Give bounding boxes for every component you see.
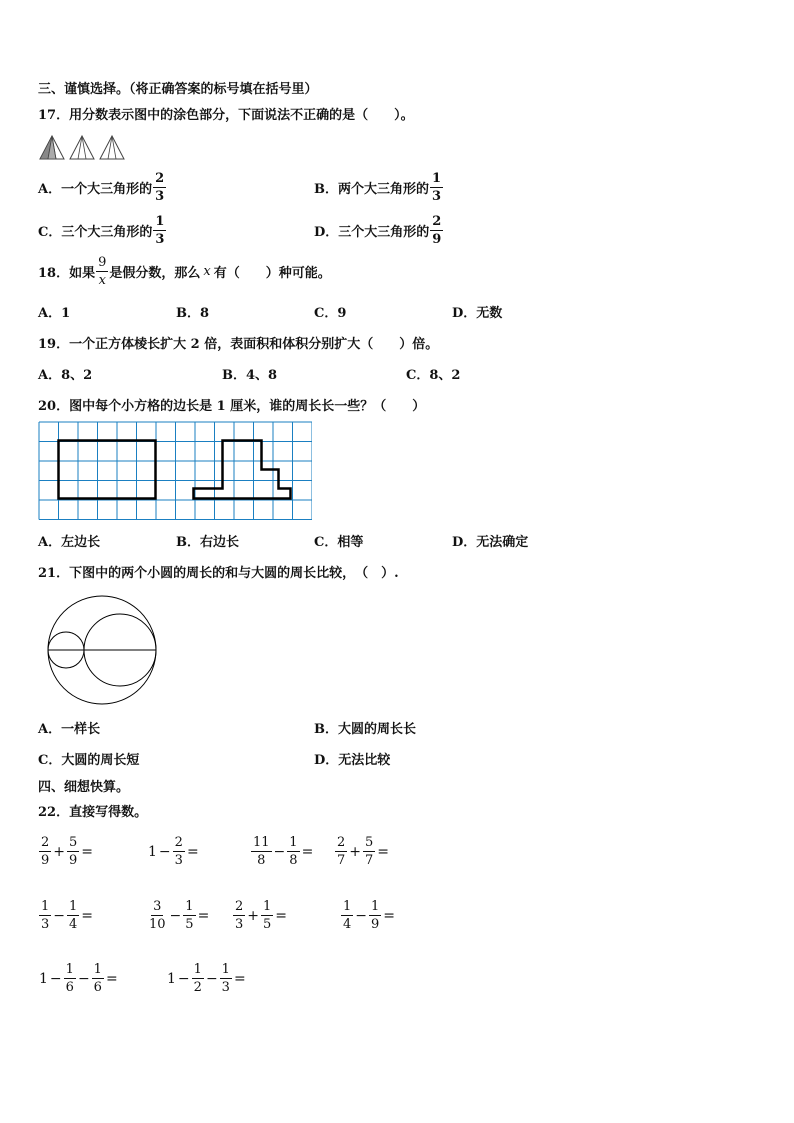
section-title: 三、谨慎选择。（将正确答案的标号填在括号里）: [38, 82, 318, 97]
triangle-3-icon: [100, 136, 124, 159]
fraction-numerator: 1: [155, 214, 165, 229]
q21-circles-figure: [44, 594, 162, 706]
question-17-stem: 17．用分数表示图中的涂色部分，下面说法不正确的是（ ）。: [38, 108, 414, 123]
option-label: C．三个大三角形的: [38, 225, 153, 240]
fraction-numerator: 9: [98, 255, 107, 270]
question-19-stem: 19．一个正方体棱长扩大 2 倍，表面积和体积分别扩大（ ）倍。: [38, 337, 439, 352]
option-label: B．两个大三角形的: [314, 182, 429, 197]
q18-option-a[interactable]: A．1: [38, 306, 71, 321]
expr-1-minus-1-2-minus-1-3: 1 − $\frac{1}{2}$ − $\frac{1}{3}$ =: [167, 962, 246, 995]
fraction-denominator: 3: [432, 189, 442, 204]
q20-option-c[interactable]: C．相等: [314, 535, 364, 550]
q21-option-a[interactable]: A．一样长: [38, 722, 101, 737]
q20-option-a[interactable]: A．左边长: [38, 535, 101, 550]
q21-option-c[interactable]: C．大圆的周长短: [38, 753, 140, 768]
q18-option-b[interactable]: B．8: [176, 306, 210, 321]
fraction-numerator: 2: [155, 171, 165, 186]
expr-2-7-plus-5-7: $\frac{2}{7}$ + $\frac{5}{7}$ =: [337, 835, 390, 868]
q19-option-c[interactable]: C．8、2: [406, 368, 461, 383]
fraction-denominator: 9: [432, 232, 442, 247]
stem-suffix: 有（ ）种可能。: [213, 266, 331, 281]
q17-triangles-figure: [38, 134, 130, 162]
expr-1-minus-1-6-minus-1-6: 1 − $\frac{1}{6}$ − $\frac{1}{6}$ =: [39, 962, 118, 995]
variable-x: x: [203, 264, 211, 279]
question-18-stem: [38, 256, 331, 287]
question-22-stem: 22．直接写得数。: [38, 805, 148, 820]
question-20-stem: 20．图中每个小方格的边长是 1 厘米，谁的周长长一些？（ ）: [38, 399, 426, 414]
fraction-denominator: x: [98, 273, 106, 288]
stem-prefix: 18．如果: [38, 266, 96, 281]
expr-1-4-minus-1-9: $\frac{1}{4}$ − $\frac{1}{9}$ =: [343, 899, 396, 932]
fraction-numerator: 1: [432, 171, 442, 186]
section-title: 四、细想快算。: [38, 780, 130, 795]
q21-option-b[interactable]: B．大圆的周长长: [314, 722, 416, 737]
expr-2-9-plus-5-9: $\frac{2}{9}$ + $\frac{5}{9}$ =: [41, 835, 94, 868]
q18-option-d[interactable]: D．无数: [452, 306, 503, 321]
fraction-denominator: 3: [155, 189, 165, 204]
option-label: A．一个大三角形的: [38, 182, 153, 197]
q19-option-a[interactable]: A．8、2: [38, 368, 93, 383]
q20-grid-figure: [38, 421, 312, 521]
q17-option-d[interactable]: [314, 215, 444, 246]
expr-1-minus-2-3: 1 − $\frac{2}{3}$ =: [148, 835, 199, 868]
expr-2-3-plus-1-5: $\frac{2}{3}$ + $\frac{1}{5}$ =: [235, 899, 288, 932]
fraction-numerator: 2: [432, 214, 442, 229]
expr-1-3-minus-1-4: $\frac{1}{3}$ − $\frac{1}{4}$ =: [41, 899, 94, 932]
question-21-stem: 21．下图中的两个小圆的周长的和与大圆的周长比较， （ ）.: [38, 566, 399, 581]
fraction-denominator: 3: [155, 232, 165, 247]
q20-option-d[interactable]: D．无法确定: [452, 535, 529, 550]
q18-option-c[interactable]: C．9: [314, 306, 347, 321]
triangle-1-icon: [40, 136, 64, 159]
option-label: D．三个大三角形的: [314, 225, 430, 240]
expr-3-10-minus-1-5: $\frac{3}{10}$ − $\frac{1}{5}$ =: [149, 899, 210, 932]
q20-option-b[interactable]: B．右边长: [176, 535, 239, 550]
q17-option-c[interactable]: [38, 215, 167, 246]
stem-middle: 是假分数，那么: [109, 266, 201, 281]
q17-option-a[interactable]: [38, 172, 167, 203]
q17-option-b[interactable]: [314, 172, 444, 203]
left-rectangle-shape: [59, 441, 156, 499]
q19-option-b[interactable]: B．4、8: [222, 368, 278, 383]
triangle-2-icon: [70, 136, 94, 159]
right-stair-shape: [194, 441, 291, 499]
q21-option-d[interactable]: D．无法比较: [314, 753, 391, 768]
expr-11-8-minus-1-8: $\frac{11}{8}$ − $\frac{1}{8}$ =: [253, 835, 314, 868]
